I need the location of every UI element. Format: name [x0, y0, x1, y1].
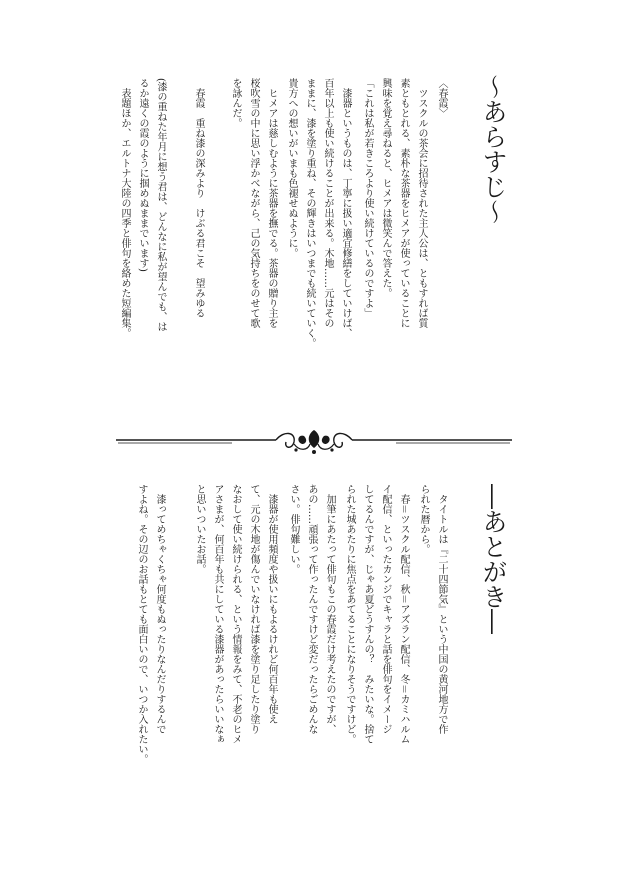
atogaki-line: すよね。その辺のお話もとても面白いので、いつか入れたい。 [136, 484, 147, 764]
atogaki-line: られた城あたりに焦点をあてることになりそうですけど。 [344, 484, 355, 744]
arasuji-line: 貴方への想いがいまも色褪せぬように。 [286, 78, 297, 258]
atogaki-line: あの……頑張って作ったんですけど変だったらごめんな [306, 484, 317, 734]
arasuji-line: 興味を覚え尋ねると、ヒメアは微笑んで答えた。 [380, 78, 391, 298]
atogaki-line: て、元の木地が傷んでいなければ漆を塗り足したり塗り [248, 484, 259, 734]
arasuji-line: 素ともとれる、素朴な茶器をヒメアが使っていることに [398, 78, 409, 328]
atogaki-line: 漆器が使用頻度や扱いにもよるけれど何百年も使え [266, 484, 277, 724]
atogaki-line: イ配信、といったカンジでキャラと話を俳句をイメージ [380, 484, 391, 734]
arasuji-line: ままに、漆を塗り重ね、その輝きはいつまでも続いていく。 [304, 78, 315, 348]
atogaki-line: さい。俳句難しい。 [288, 484, 299, 574]
arasuji-line: 表題ほか、エルトナ大陸の四季と俳句を絡めた短編集。 [119, 78, 130, 338]
arasuji-heading: 〈春霞〉 [436, 78, 447, 118]
arasuji-line: 「これは私が若きころより使い続けているのですよ」 [362, 78, 373, 318]
arasuji-line: ヒメアは慈しむように茶器を撫でる。茶器の贈り主を [266, 78, 277, 328]
atogaki-line: アさまが、何百年も共にしている漆器があったらいいなぁ [212, 484, 223, 744]
atogaki-line: してるんですが、じゃあ夏どうすんの？ みたいな。捨て [362, 484, 373, 744]
arasuji-haiku: 春霞 重ね漆の深みより けぶる君こそ 望みゆる [193, 88, 204, 318]
atogaki-line: 加筆にあたって俳句もこの春霞だけ考えたのですが、 [324, 484, 335, 734]
arasuji-line: 漆器というものは、丁寧に扱い適宜修繕をしていけば、 [340, 78, 351, 338]
atogaki-line: なおして使い続けられる、という情報をみて、不老のヒメ [230, 484, 241, 744]
arasuji-line: ツスクルの茶会に招待された主人公は、ともすれば質 [416, 78, 427, 328]
arasuji-line: を詠んだ。 [230, 78, 241, 128]
arasuji-line: 桜吹雪の中に思い浮かべながら、己の気持ちをのせて歌 [248, 78, 259, 328]
atogaki-line: 漆ってめちゃくちゃ何度もぬったりなんだりするんで [154, 484, 165, 734]
arasuji-line: (漆の重ねた年月に想う君は、どんなに私が望んでも、は [155, 78, 166, 332]
atogaki-line: られた暦から。 [418, 484, 429, 554]
arasuji-title: 〜あらすじ〜 [479, 74, 508, 224]
atogaki-line: タイトルは『二十四節気』という中国の黄河地方で作 [436, 484, 447, 734]
atogaki-line: 春＝ツスクル配信、秋＝アズラン配信、冬＝カミハルム [398, 484, 409, 744]
atogaki-title: ―あとがき― [479, 484, 508, 634]
arasuji-line: るか遠くの霞のように掴めぬままでいます) [137, 78, 148, 272]
atogaki-line: と思いついたお話。 [194, 484, 205, 574]
arasuji-line: 百年以上も使い続けることが出来る。木地……元はその [322, 78, 333, 328]
